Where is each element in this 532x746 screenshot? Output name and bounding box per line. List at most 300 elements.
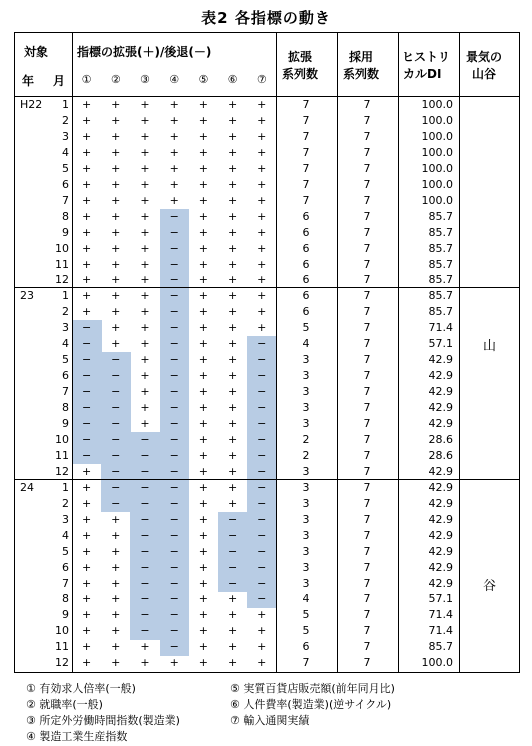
month-cell: 10 xyxy=(55,624,69,638)
adopted-count-cell: 7 xyxy=(363,257,371,271)
expansion-count-cell: 5 xyxy=(302,608,310,622)
expansion-sign: + xyxy=(140,193,150,207)
expansion-sign: + xyxy=(81,145,92,159)
contraction-sign: − xyxy=(257,512,267,526)
adopted-count-cell: 7 xyxy=(363,560,371,574)
contraction-sign: − xyxy=(169,464,179,478)
expansion-sign: + xyxy=(227,193,238,207)
grid-line-horizontal xyxy=(14,32,520,33)
month-cell: 3 xyxy=(62,512,69,526)
expansion-sign: + xyxy=(198,289,208,303)
expansion-sign: + xyxy=(198,225,208,239)
expansion-sign: + xyxy=(140,273,150,287)
expansion-sign: + xyxy=(227,241,238,255)
contraction-sign: − xyxy=(111,496,121,510)
adopted-count-cell: 7 xyxy=(363,145,371,159)
expansion-sign: + xyxy=(227,448,238,462)
expansion-sign: + xyxy=(198,608,208,622)
adopted-count-cell: 7 xyxy=(363,161,371,175)
expansion-count-cell: 3 xyxy=(302,512,310,526)
month-cell: 2 xyxy=(62,496,69,510)
expansion-sign: + xyxy=(111,241,121,255)
expansion-sign: + xyxy=(198,145,208,159)
month-cell: 6 xyxy=(62,177,69,191)
historical-di-cell: 85.7 xyxy=(428,257,453,271)
contraction-sign: − xyxy=(169,337,179,351)
historical-di-cell: 42.9 xyxy=(428,369,453,383)
expansion-count-cell: 6 xyxy=(302,289,310,303)
expansion-sign: + xyxy=(111,193,121,207)
historical-di-cell: 42.9 xyxy=(428,544,453,558)
header-target: 対象 xyxy=(24,45,49,59)
contraction-sign: − xyxy=(169,273,179,287)
historical-di-cell: 85.7 xyxy=(428,225,453,239)
contraction-sign: − xyxy=(169,432,179,446)
expansion-sign: + xyxy=(111,305,121,319)
expansion-sign: + xyxy=(198,385,208,399)
month-cell: 12 xyxy=(55,464,69,478)
grid-line-horizontal xyxy=(14,479,520,480)
contraction-sign: − xyxy=(140,448,150,462)
adopted-count-cell: 7 xyxy=(363,129,371,143)
indicator-number: ① xyxy=(81,73,92,86)
expansion-sign: + xyxy=(140,401,150,415)
month-cell: 3 xyxy=(62,129,69,143)
header-adopted-2: 系列数 xyxy=(343,67,380,81)
expansion-sign: + xyxy=(227,656,238,670)
expansion-sign: + xyxy=(257,257,267,271)
adopted-count-cell: 7 xyxy=(363,656,371,670)
month-cell: 4 xyxy=(62,337,69,351)
expansion-sign: + xyxy=(169,98,179,111)
contraction-sign: − xyxy=(257,592,267,606)
expansion-count-cell: 3 xyxy=(302,369,310,383)
contraction-sign: − xyxy=(257,560,267,574)
expansion-sign: + xyxy=(81,129,92,143)
header-turning-2: 山谷 xyxy=(472,67,497,81)
historical-di-cell: 42.9 xyxy=(428,417,453,430)
adopted-count-cell: 7 xyxy=(363,193,371,207)
adopted-count-cell: 7 xyxy=(363,448,371,462)
contraction-sign: − xyxy=(140,560,150,574)
contraction-sign: − xyxy=(169,401,179,415)
contraction-sign: − xyxy=(169,528,179,542)
expansion-sign: + xyxy=(140,145,150,159)
contraction-sign: − xyxy=(81,385,92,399)
expansion-sign: + xyxy=(140,369,150,383)
contraction-sign: − xyxy=(227,576,238,590)
expansion-sign: + xyxy=(111,145,121,159)
historical-di-cell: 42.9 xyxy=(428,480,453,494)
expansion-count-cell: 4 xyxy=(302,592,310,606)
expansion-sign: + xyxy=(169,656,179,670)
expansion-sign: + xyxy=(198,512,208,526)
expansion-sign: + xyxy=(81,273,92,287)
month-cell: 2 xyxy=(62,305,69,319)
expansion-sign: + xyxy=(227,113,238,127)
expansion-sign: + xyxy=(81,496,92,510)
expansion-sign: + xyxy=(257,321,267,335)
expansion-sign: + xyxy=(227,385,238,399)
historical-di-cell: 100.0 xyxy=(421,145,453,159)
contraction-sign: − xyxy=(111,417,121,430)
expansion-count-cell: 3 xyxy=(302,385,310,399)
contraction-sign: − xyxy=(169,369,179,383)
header-di-1: ヒストリ xyxy=(402,50,451,64)
contraction-sign: − xyxy=(111,353,121,367)
month-cell: 9 xyxy=(62,225,69,239)
expansion-count-cell: 3 xyxy=(302,417,310,430)
expansion-sign: + xyxy=(227,257,238,271)
month-cell: 12 xyxy=(55,273,69,287)
adopted-count-cell: 7 xyxy=(363,225,371,239)
expansion-sign: + xyxy=(198,640,208,654)
expansion-sign: + xyxy=(81,225,92,239)
expansion-sign: + xyxy=(198,113,208,127)
expansion-sign: + xyxy=(198,241,208,255)
expansion-sign: + xyxy=(227,305,238,319)
contraction-sign: − xyxy=(140,624,150,638)
historical-di-cell: 28.6 xyxy=(428,432,453,446)
contraction-sign: − xyxy=(227,544,238,558)
expansion-sign: + xyxy=(140,225,150,239)
adopted-count-cell: 7 xyxy=(363,417,371,430)
expansion-count-cell: 7 xyxy=(302,98,310,111)
historical-di-cell: 100.0 xyxy=(421,98,453,111)
expansion-sign: + xyxy=(198,432,208,446)
historical-di-cell: 100.0 xyxy=(421,113,453,127)
expansion-sign: + xyxy=(81,193,92,207)
expansion-sign: + xyxy=(198,305,208,319)
month-cell: 9 xyxy=(62,417,69,430)
expansion-sign: + xyxy=(81,98,92,111)
historical-di-cell: 85.7 xyxy=(428,273,453,287)
expansion-sign: + xyxy=(140,289,150,303)
expansion-sign: + xyxy=(140,417,150,430)
expansion-sign: + xyxy=(227,401,238,415)
grid-line-vertical xyxy=(459,32,460,673)
contraction-sign: − xyxy=(257,385,267,399)
expansion-sign: + xyxy=(257,225,267,239)
expansion-sign: + xyxy=(81,161,92,175)
month-cell: 4 xyxy=(62,145,69,159)
grid-line-vertical xyxy=(276,32,277,673)
month-cell: 10 xyxy=(55,241,69,255)
grid-line-horizontal xyxy=(14,672,520,673)
expansion-sign: + xyxy=(198,496,208,510)
month-cell: 7 xyxy=(62,385,69,399)
expansion-sign: + xyxy=(169,177,179,191)
legend-item: ⑤ 実質百貨店販売額(前年同月比) xyxy=(230,682,395,695)
indicator-number: ② xyxy=(110,73,121,86)
expansion-sign: + xyxy=(169,161,179,175)
adopted-count-cell: 7 xyxy=(363,337,371,351)
expansion-sign: + xyxy=(81,640,92,654)
historical-di-cell: 100.0 xyxy=(421,177,453,191)
adopted-count-cell: 7 xyxy=(363,177,371,191)
contraction-sign: − xyxy=(169,289,179,303)
contraction-sign: − xyxy=(111,464,121,478)
month-cell: 1 xyxy=(62,289,69,303)
adopted-count-cell: 7 xyxy=(363,113,371,127)
adopted-count-cell: 7 xyxy=(363,592,371,606)
expansion-sign: + xyxy=(140,640,150,654)
expansion-count-cell: 7 xyxy=(302,193,310,207)
expansion-sign: + xyxy=(81,528,92,542)
historical-di-cell: 42.9 xyxy=(428,576,453,590)
contraction-sign: − xyxy=(169,608,179,622)
expansion-sign: + xyxy=(227,129,238,143)
expansion-sign: + xyxy=(257,640,267,654)
month-cell: 2 xyxy=(62,113,69,127)
historical-di-cell: 85.7 xyxy=(428,640,453,654)
historical-di-cell: 100.0 xyxy=(421,656,453,670)
adopted-count-cell: 7 xyxy=(363,512,371,526)
expansion-sign: + xyxy=(257,98,267,111)
historical-di-cell: 85.7 xyxy=(428,241,453,255)
expansion-sign: + xyxy=(227,624,238,638)
header-month: 月 xyxy=(53,74,66,88)
expansion-sign: + xyxy=(198,448,208,462)
expansion-sign: + xyxy=(140,385,150,399)
expansion-sign: + xyxy=(111,640,121,654)
historical-di-cell: 42.9 xyxy=(428,401,453,415)
expansion-sign: + xyxy=(227,289,238,303)
expansion-sign: + xyxy=(227,369,238,383)
expansion-sign: + xyxy=(81,656,92,670)
indicator-number: ⑥ xyxy=(227,73,238,86)
expansion-sign: + xyxy=(227,432,238,446)
contraction-sign: − xyxy=(169,560,179,574)
adopted-count-cell: 7 xyxy=(363,640,371,654)
expansion-sign: + xyxy=(257,113,267,127)
historical-di-cell: 42.9 xyxy=(428,528,453,542)
expansion-count-cell: 5 xyxy=(302,321,310,335)
expansion-sign: + xyxy=(111,257,121,271)
header-expansion-2: 系列数 xyxy=(282,67,319,81)
contraction-sign: − xyxy=(169,209,179,223)
contraction-sign: − xyxy=(81,353,92,367)
expansion-sign: + xyxy=(198,177,208,191)
expansion-sign: + xyxy=(257,209,267,223)
month-cell: 9 xyxy=(62,608,69,622)
legend-item: ③ 所定外労働時間指数(製造業) xyxy=(26,714,180,727)
contraction-sign: − xyxy=(81,369,92,383)
indicator-number: ⑦ xyxy=(256,73,267,86)
contraction-sign: − xyxy=(257,480,267,494)
expansion-sign: + xyxy=(81,464,92,478)
adopted-count-cell: 7 xyxy=(363,353,371,367)
adopted-count-cell: 7 xyxy=(363,432,371,446)
legend-item: ⑦ 輸入通関実績 xyxy=(230,714,310,727)
contraction-sign: − xyxy=(169,321,179,335)
contraction-sign: − xyxy=(257,496,267,510)
contraction-sign: − xyxy=(140,544,150,558)
expansion-sign: + xyxy=(111,289,121,303)
expansion-sign: + xyxy=(111,592,121,606)
expansion-sign: + xyxy=(81,592,92,606)
contraction-sign: − xyxy=(111,369,121,383)
legend xyxy=(26,680,526,744)
month-cell: 8 xyxy=(62,592,69,606)
contraction-sign: − xyxy=(169,544,179,558)
expansion-sign: + xyxy=(198,193,208,207)
adopted-count-cell: 7 xyxy=(363,369,371,383)
expansion-sign: + xyxy=(257,193,267,207)
expansion-count-cell: 7 xyxy=(302,177,310,191)
header-expansion-1: 拡張 xyxy=(288,50,313,64)
expansion-sign: + xyxy=(227,353,238,367)
expansion-sign: + xyxy=(257,177,267,191)
month-cell: 3 xyxy=(62,321,69,335)
contraction-sign: − xyxy=(169,353,179,367)
expansion-sign: + xyxy=(198,369,208,383)
grid-line-vertical xyxy=(519,32,520,673)
adopted-count-cell: 7 xyxy=(363,464,371,478)
contraction-sign: − xyxy=(169,225,179,239)
expansion-sign: + xyxy=(81,241,92,255)
expansion-sign: + xyxy=(81,480,92,494)
historical-di-cell: 42.9 xyxy=(428,385,453,399)
month-cell: 8 xyxy=(62,209,69,223)
page-title: 表2 各指標の動き xyxy=(201,9,331,27)
legend-item: ⑥ 人件費率(製造業)(逆サイクル) xyxy=(230,698,392,711)
expansion-sign: + xyxy=(111,544,121,558)
contraction-sign: − xyxy=(257,544,267,558)
contraction-sign: − xyxy=(169,417,179,430)
historical-di-cell: 85.7 xyxy=(428,305,453,319)
month-cell: 4 xyxy=(62,528,69,542)
expansion-sign: + xyxy=(140,321,150,335)
contraction-sign: − xyxy=(140,576,150,590)
expansion-sign: + xyxy=(111,225,121,239)
contraction-sign: − xyxy=(257,432,267,446)
expansion-sign: + xyxy=(111,98,121,111)
expansion-sign: + xyxy=(111,576,121,590)
expansion-sign: + xyxy=(169,145,179,159)
indicator-number: ④ xyxy=(169,73,180,86)
adopted-count-cell: 7 xyxy=(363,241,371,255)
grid-line-vertical xyxy=(398,32,399,673)
month-cell: 6 xyxy=(62,369,69,383)
contraction-sign: − xyxy=(111,480,121,494)
expansion-sign: + xyxy=(81,512,92,526)
expansion-count-cell: 3 xyxy=(302,560,310,574)
adopted-count-cell: 7 xyxy=(363,321,371,335)
expansion-sign: + xyxy=(140,161,150,175)
expansion-sign: + xyxy=(111,624,121,638)
adopted-count-cell: 7 xyxy=(363,624,371,638)
expansion-sign: + xyxy=(81,608,92,622)
expansion-count-cell: 3 xyxy=(302,464,310,478)
contraction-sign: − xyxy=(140,432,150,446)
historical-di-cell: 71.4 xyxy=(428,321,453,335)
contraction-sign: − xyxy=(257,401,267,415)
expansion-sign: + xyxy=(198,576,208,590)
historical-di-cell: 42.9 xyxy=(428,512,453,526)
expansion-sign: + xyxy=(198,592,208,606)
historical-di-cell: 57.1 xyxy=(428,592,453,606)
expansion-sign: + xyxy=(198,624,208,638)
contraction-sign: − xyxy=(227,528,238,542)
adopted-count-cell: 7 xyxy=(363,209,371,223)
month-cell: 6 xyxy=(62,560,69,574)
historical-di-cell: 28.6 xyxy=(428,448,453,462)
grid-line-vertical xyxy=(337,32,338,673)
adopted-count-cell: 7 xyxy=(363,289,371,303)
expansion-count-cell: 3 xyxy=(302,480,310,494)
month-cell: 11 xyxy=(55,640,69,654)
month-cell: 8 xyxy=(62,401,69,415)
grid-line-vertical xyxy=(14,32,15,673)
expansion-sign: + xyxy=(227,496,238,510)
adopted-count-cell: 7 xyxy=(363,385,371,399)
expansion-sign: + xyxy=(198,401,208,415)
adopted-count-cell: 7 xyxy=(363,273,371,287)
expansion-sign: + xyxy=(81,113,92,127)
expansion-count-cell: 6 xyxy=(302,305,310,319)
turning-point-label: 山 xyxy=(482,339,496,355)
adopted-count-cell: 7 xyxy=(363,98,371,111)
expansion-sign: + xyxy=(198,560,208,574)
contraction-sign: − xyxy=(169,640,179,654)
indicator-number: ③ xyxy=(140,73,150,86)
grid-line-vertical xyxy=(72,32,73,673)
month-cell: 1 xyxy=(62,98,69,111)
expansion-count-cell: 7 xyxy=(302,161,310,175)
expansion-sign: + xyxy=(257,289,267,303)
legend-item: ④ 製造工業生産指数 xyxy=(26,730,128,743)
expansion-sign: + xyxy=(257,129,267,143)
expansion-sign: + xyxy=(140,353,150,367)
expansion-sign: + xyxy=(257,273,267,287)
contraction-sign: − xyxy=(81,448,92,462)
year-label: 24 xyxy=(20,480,34,494)
expansion-sign: + xyxy=(257,161,267,175)
contraction-sign: − xyxy=(169,576,179,590)
contraction-sign: − xyxy=(140,592,150,606)
legend-item: ② 就職率(一般) xyxy=(26,698,103,711)
expansion-sign: + xyxy=(227,417,238,430)
legend-item: ① 有効求人倍率(一般) xyxy=(26,682,136,695)
expansion-sign: + xyxy=(140,337,150,351)
expansion-count-cell: 3 xyxy=(302,528,310,542)
indicator-table xyxy=(14,32,520,673)
expansion-sign: + xyxy=(198,353,208,367)
expansion-sign: + xyxy=(198,257,208,271)
historical-di-cell: 71.4 xyxy=(428,608,453,622)
expansion-sign: + xyxy=(111,321,121,335)
expansion-count-cell: 6 xyxy=(302,241,310,255)
contraction-sign: − xyxy=(169,385,179,399)
expansion-sign: + xyxy=(257,145,267,159)
historical-di-cell: 85.7 xyxy=(428,289,453,303)
expansion-sign: + xyxy=(111,337,121,351)
month-cell: 10 xyxy=(55,432,69,446)
expansion-count-cell: 3 xyxy=(302,576,310,590)
expansion-sign: + xyxy=(198,321,208,335)
contraction-sign: − xyxy=(111,448,121,462)
historical-di-cell: 100.0 xyxy=(421,161,453,175)
month-cell: 5 xyxy=(62,353,69,367)
expansion-count-cell: 7 xyxy=(302,129,310,143)
expansion-sign: + xyxy=(140,209,150,223)
grid-line-horizontal xyxy=(14,287,520,288)
adopted-count-cell: 7 xyxy=(363,608,371,622)
contraction-sign: − xyxy=(140,480,150,494)
historical-di-cell: 42.9 xyxy=(428,560,453,574)
month-cell: 11 xyxy=(55,448,69,462)
